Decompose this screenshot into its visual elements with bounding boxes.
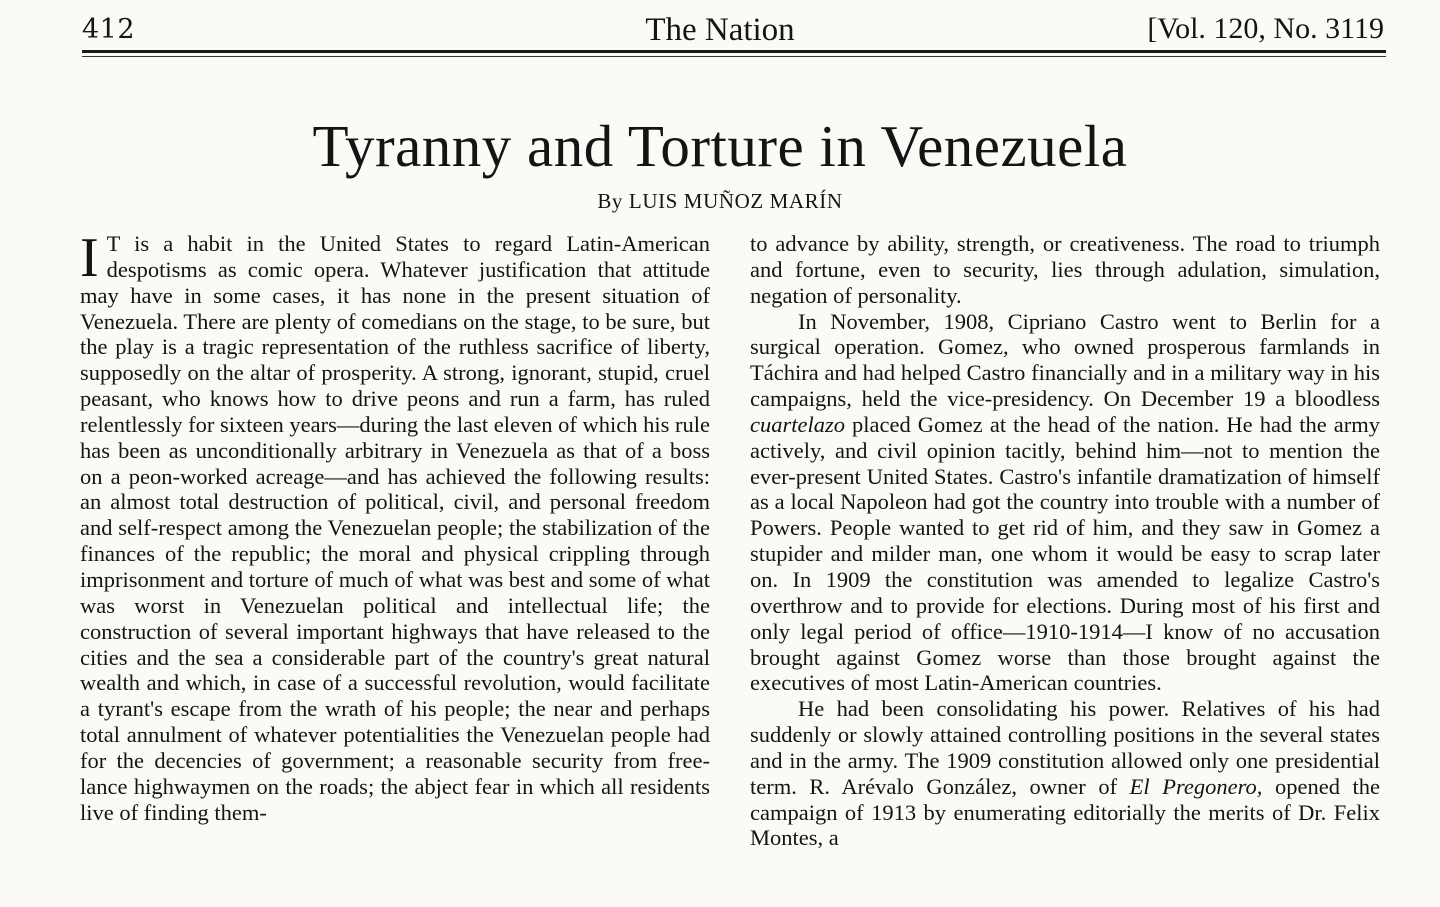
- running-header: [0, 0, 1440, 64]
- drop-cap: I: [80, 227, 99, 289]
- italic-publication: El Pregonero,: [1129, 773, 1263, 799]
- header-rule-thick: [82, 50, 1386, 53]
- article-title: Tyranny and Torture in Venezuela: [312, 113, 1128, 179]
- article-byline: By LUIS MUÑOZ MARÍN: [597, 189, 843, 213]
- right-column: [750, 231, 1380, 851]
- left-column: [80, 227, 710, 825]
- paragraph-text: In November, 1908, Cipriano Castro went to Berlin for a surgical operation. Gomez, who owned prosperous farmlands in Táchira and had helped Castro financially and in a military way in his campaigns, held the vice-presidency. On December 19 a bloodless: [750, 308, 1380, 412]
- header-rule-thin: [82, 56, 1386, 57]
- paragraph: to advance by ability, strength, or creativeness. The road to triumph and fortune, even to security, lies through adulation, simulation, negation of personality.: [750, 231, 1380, 308]
- paragraph: [750, 309, 1380, 697]
- page-number: 412: [82, 14, 136, 45]
- paragraph-text: opened the campaign of 1913 by enumerating editorially the merits of Dr. Felix Montes, a: [750, 773, 1380, 851]
- italic-term: cuartelazo: [750, 411, 845, 437]
- paragraph: [80, 227, 710, 825]
- paragraph-text: He had been consolidating his power. Relatives of his had suddenly or slowly attained controlling positions in the several states and in the army. The 1909 constitution allowed only one presidential term. R. Arévalo González, owner of: [750, 696, 1380, 799]
- volume-issue: [Vol. 120, No. 3119: [1147, 12, 1384, 45]
- publication-name: The Nation: [645, 12, 795, 48]
- paragraph: [750, 696, 1380, 851]
- paragraph-text: T is a habit in the United States to regard Latin-American despotisms as comic opera. Whatever justification that attitude may have in some cases, it has none in the present situation of Venezuela. There are plenty of comedians on the stage, to be sure, but the play is a tragic representation of the ruthless sacrifice of liberty, supposedly on the altar of prosperity. A strong, ignorant, stupid, cruel peasant, who knows how to drive peons and run a farm, has ruled relentlessly for sixteen years—during the last eleven of which his rule has been as unconditionally arbitrary in Venezuela as that of a boss on a peon-worked acreage—and has achieved the following results: an almost total destruction of political, civil, and personal freedom and self-respect among the Venezuelan people; the stabilization of the finances of the republic; the moral and physical crippling through imprisonment and torture of much of what was best and some of what was worst in Venezuelan political and intellectual life; the construction of several important highways that have released to the cities and the sea a considerable part of the country's great natural wealth and which, in case of a successful revolution, would facilitate a tyrant's escape from the wrath of his people; the near and perhaps total annulment of whatever potentialities the Venezuelan people had for the decencies of government; a reasonable security from free-lance highwaymen on the roads; the abject fear in which all residents live of finding them-: [80, 231, 710, 825]
- paragraph-text: placed Gomez at the head of the nation. He had the army actively, and civil opinion tacitly, behind him—not to mention the ever-present United States. Castro's infantile dramatization of himself as a local Napoleon had got the country into trouble with a number of Powers. People wanted to get rid of him, and they saw in Gomez a stupider and milder man, one whom it would be easy to scrap later on. In 1909 the constitution was amended to legalize Castro's overthrow and to provide for elections. During most of his first and only legal period of office—1910-1914—I know of no accusation brought against Gomez worse than those brought against the executives of most Latin-American countries.: [750, 411, 1380, 696]
